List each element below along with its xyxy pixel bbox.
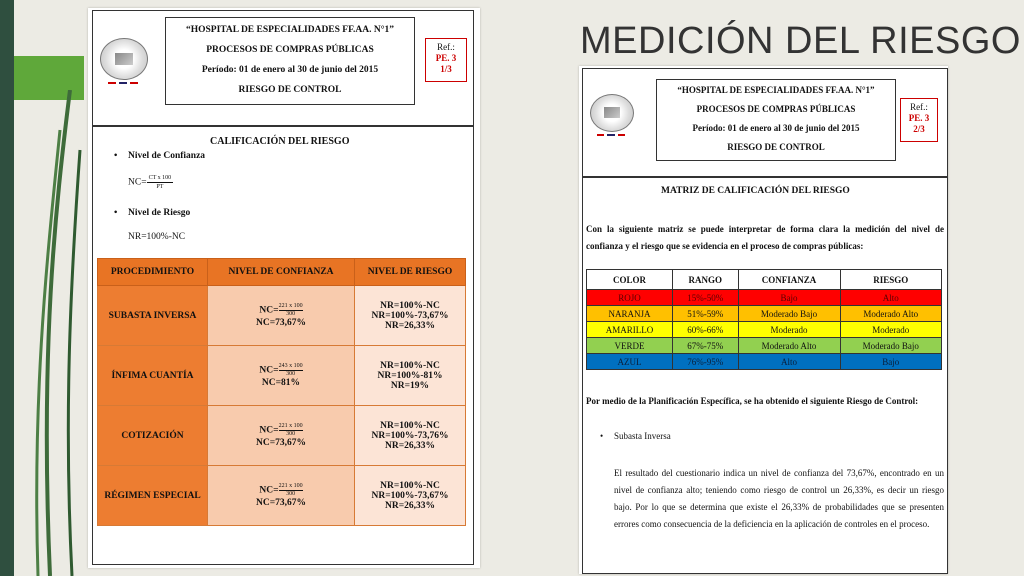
col-header-confidence: NIVEL DE CONFIANZA [208, 259, 355, 286]
matrix-row [587, 306, 942, 322]
nr-line-3: NR=26,33% [384, 440, 435, 451]
procedure-cell: RÉGIMEN ESPECIAL [98, 466, 208, 526]
slide-accent-block [14, 56, 84, 100]
procedure-cell: ÍNFIMA CUANTÍA [98, 346, 208, 406]
procedure-cell: COTIZACIÓN [98, 406, 208, 466]
nc-prefix: NC= [259, 305, 279, 316]
formula-risk: NR=100%-NC [128, 232, 186, 242]
right-header-box [656, 79, 896, 161]
logo-color-lines-right [597, 134, 625, 137]
formula-confidence-numerator: CT x 100 [148, 175, 172, 181]
bullet-risk-level: • Nivel de Riesgo [128, 208, 190, 218]
matrix-row [587, 338, 942, 354]
nc-numerator: 221 x 100 [278, 423, 303, 429]
nr-line-1: NR=100%-NC [380, 480, 440, 491]
matrix-color-cell: AMARILLO [587, 322, 673, 338]
table-row [98, 286, 466, 346]
header-process: PROCESOS DE COMPRAS PÚBLICAS [206, 45, 374, 55]
decorative-grass-strokes [20, 90, 90, 576]
right-ref-box [900, 98, 938, 142]
header-hospital-name: “HOSPITAL DE ESPECIALIDADES FF.AA. N°1” [677, 85, 875, 95]
formula-confidence [128, 174, 173, 191]
nc-denominator: 300 [286, 371, 296, 377]
right-section-title: MATRIZ DE CALIFICACIÓN DEL RIESGO [661, 186, 850, 196]
nr-line-2: NR=100%-73,76% [371, 430, 449, 441]
left-header-box [165, 17, 415, 105]
ref-label: Ref.: [437, 42, 455, 52]
slide-title: MEDICIÓN DEL RIESGO [580, 20, 1021, 62]
header-period: Período: 01 de enero al 30 de junio del 2015 [692, 123, 860, 133]
matrix-confidence-cell: Bajo [738, 290, 840, 306]
matrix-risk-cell: Alto [840, 290, 942, 306]
bullet-dot: • [600, 431, 604, 441]
bullet-reverse-auction [600, 428, 671, 445]
matrix-col-risk: RIESGO [840, 270, 942, 290]
matrix-range-cell: 15%-50% [672, 290, 738, 306]
matrix-range-cell: 51%-59% [672, 306, 738, 322]
nc-result: NC=73,67% [255, 498, 306, 508]
risk-cell [355, 466, 466, 526]
left-ref-box [425, 38, 467, 82]
nc-denominator: 300 [286, 311, 296, 317]
left-section-title: CALIFICACIÓN DEL RIESGO [210, 136, 350, 147]
header-hospital-name: “HOSPITAL DE ESPECIALIDADES FF.AA. N°1” [185, 25, 395, 35]
confidence-cell [208, 406, 355, 466]
confidence-cell [208, 286, 355, 346]
nc-prefix: NC= [259, 425, 279, 436]
matrix-row [587, 354, 942, 370]
bullet-confidence-level: • Nivel de Confianza [128, 151, 205, 161]
matrix-confidence-cell: Moderado Bajo [738, 306, 840, 322]
ref-code: PE. 3 [908, 113, 930, 123]
matrix-color-cell: AZUL [587, 354, 673, 370]
hospital-logo [100, 38, 148, 80]
hospital-logo-right [590, 94, 634, 132]
logo-color-lines [108, 82, 138, 85]
slide-left-stripe [0, 0, 14, 576]
matrix-confidence-cell: Moderado [738, 322, 840, 338]
table-row [98, 466, 466, 526]
matrix-range-cell: 60%-66% [672, 322, 738, 338]
nr-line-3: NR=26,33% [384, 500, 435, 511]
matrix-risk-cell: Moderado Bajo [840, 338, 942, 354]
ref-label: Ref.: [910, 102, 928, 112]
ref-page: 2/3 [913, 124, 925, 134]
col-header-procedure: PROCEDIMIENTO [98, 259, 208, 286]
nc-prefix: NC= [259, 365, 279, 376]
nr-line-3: NR=26,33% [384, 320, 435, 331]
nr-line-2: NR=100%-81% [377, 370, 443, 381]
matrix-risk-cell: Moderado Alto [840, 306, 942, 322]
nr-line-1: NR=100%-NC [380, 360, 440, 371]
matrix-row [587, 290, 942, 306]
bullet-reverse-auction-label: Subasta Inversa [614, 431, 671, 441]
matrix-confidence-cell: Moderado Alto [738, 338, 840, 354]
nc-denominator: 300 [286, 431, 296, 437]
nc-result: NC=81% [261, 378, 301, 388]
formula-confidence-denominator: PT [156, 184, 164, 190]
confidence-cell [208, 346, 355, 406]
formula-confidence-prefix: NC= [128, 177, 147, 188]
planning-paragraph: Por medio de la Planificación Específica, se ha obtenido el siguiente Riesgo de Control: [586, 396, 919, 406]
nc-numerator: 243 x 100 [278, 363, 303, 369]
risk-cell [355, 286, 466, 346]
nc-denominator: 300 [286, 491, 296, 497]
risk-cell [355, 406, 466, 466]
procedure-cell: SUBASTA INVERSA [98, 286, 208, 346]
result-paragraph: El resultado del cuestionario indica un nivel de confianza del 73,67%, encontrado en un nivel de confianza alto; teniendo como riesgo de control un 26,33%, es decir un riesgo bajo. Por lo que se determina que existe el 26,33% de probabilidades que se presenten errores como consecuencia de la deficiencia en la aplicación de controles en el proceso. [614, 468, 944, 529]
matrix-range-cell: 67%-75% [672, 338, 738, 354]
table-row [98, 406, 466, 466]
risk-cell [355, 346, 466, 406]
matrix-color-cell: ROJO [587, 290, 673, 306]
nr-line-2: NR=100%-73,67% [371, 310, 449, 321]
matrix-row [587, 322, 942, 338]
matrix-risk-cell: Moderado [840, 322, 942, 338]
matrix-col-range: RANGO [672, 270, 738, 290]
nr-line-1: NR=100%-NC [380, 420, 440, 431]
ref-code: PE. 3 [435, 53, 457, 63]
matrix-risk-cell: Bajo [840, 354, 942, 370]
risk-matrix-table [586, 269, 942, 370]
risk-calculation-table [97, 258, 466, 526]
matrix-col-color: COLOR [587, 270, 673, 290]
nc-numerator: 221 x 100 [278, 303, 303, 309]
matrix-intro-paragraph: Con la siguiente matriz se puede interpretar de forma clara la medición del nivel de confianza y el riesgo que se evidencia en el proceso de compras públicas: [586, 224, 944, 251]
ref-page: 1/3 [440, 64, 452, 74]
col-header-risk: NIVEL DE RIESGO [355, 259, 466, 286]
matrix-confidence-cell: Alto [738, 354, 840, 370]
nc-result: NC=73,67% [255, 438, 306, 448]
matrix-range-cell: 76%-95% [672, 354, 738, 370]
nc-numerator: 221 x 100 [278, 483, 303, 489]
header-risk-type: RIESGO DE CONTROL [727, 142, 825, 152]
header-period: Período: 01 de enero al 30 de junio del 2015 [201, 65, 379, 75]
header-process: PROCESOS DE COMPRAS PÚBLICAS [696, 104, 856, 114]
nr-line-3: NR=19% [390, 380, 430, 391]
nc-result: NC=73,67% [255, 318, 306, 328]
matrix-color-cell: VERDE [587, 338, 673, 354]
matrix-color-cell: NARANJA [587, 306, 673, 322]
nr-line-1: NR=100%-NC [380, 300, 440, 311]
matrix-col-confidence: CONFIANZA [738, 270, 840, 290]
header-risk-type: RIESGO DE CONTROL [238, 85, 342, 95]
confidence-cell [208, 466, 355, 526]
nr-line-2: NR=100%-73,67% [371, 490, 449, 501]
table-row [98, 346, 466, 406]
nc-prefix: NC= [259, 485, 279, 496]
